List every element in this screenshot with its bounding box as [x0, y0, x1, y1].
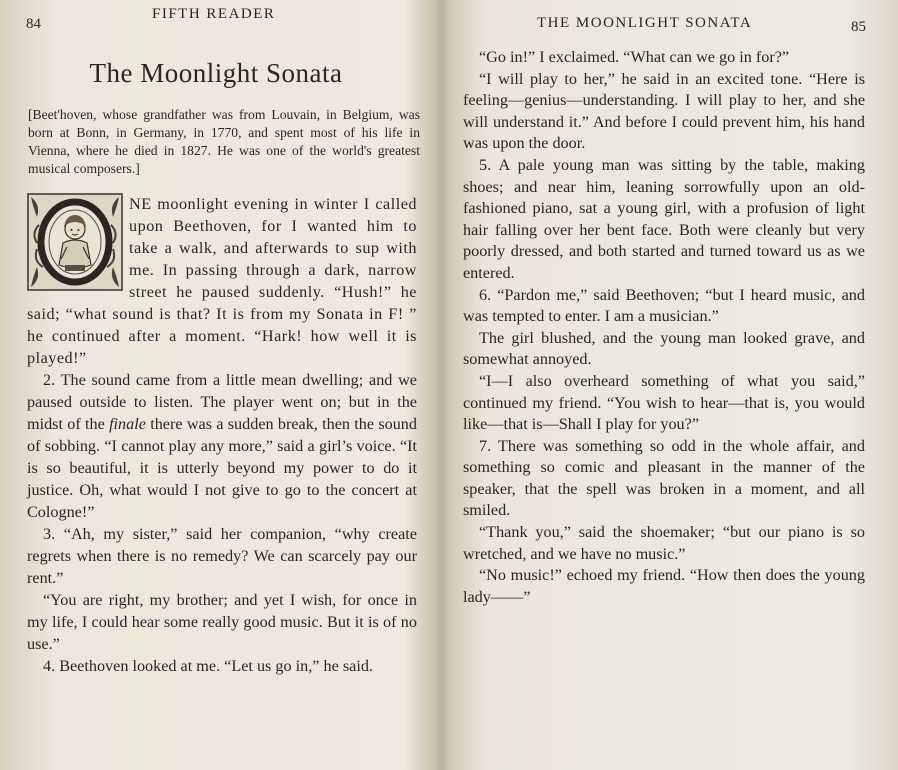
left-page-number: 84 — [26, 16, 41, 32]
paragraph-3b: “You are right, my brother; and yet I wish, for once in my life, I could hear some really good music. But it is of no use.” — [27, 591, 417, 653]
right-paragraph: “Thank you,” said the shoemaker; “but our piano is so wretched, and we have no music.” — [463, 523, 865, 563]
right-paragraph: “I will play to her,” he said in an excited tone. “Here is feeling—genius—understanding. I will play to her, and she will understand it.” And before I could prevent him, his hand was upon the door. — [463, 69, 865, 153]
paragraph-2-italic: finale — [109, 415, 146, 433]
left-running-head — [0, 6, 432, 32]
drop-cap-illustration — [27, 193, 123, 291]
left-running-title: FIFTH READER — [152, 6, 276, 22]
right-page — [444, 0, 898, 770]
right-paragraph: “Go in!” I exclaimed. “What can we go in for?” — [479, 48, 790, 66]
paragraph-2-after: there was a sudden break, then the sound of sobbing. “I cannot play any more,” said a girl’s voice. “It is so beautiful, it is utterly beyond my power to do it justice. Oh, what would I not give to go to the concert at Cologne!” — [27, 415, 417, 521]
paragraph-3: 3. “Ah, my sister,” said her companion, “why create regrets when there is no remedy? We can scarcely pay our rent.” — [27, 525, 417, 587]
opening-text: NE moonlight evening in winter I called upon Beethoven, for I wanted him to take a walk, and afterwards to sup with me. In passing through a dark, narrow street he paused suddenly. “Hush!” he said; “what sound is that? It is from my Sonata in F! ” he continued after a moment. “Hark! how well it is played!” — [27, 195, 417, 367]
right-body-text — [463, 47, 865, 608]
right-running-head — [444, 6, 898, 35]
right-paragraph: 5. A pale young man was sitting by the table, making shoes; and near him, leaning sorrowfully upon an old-fashioned piano, sat a young girl, with a profusion of light hair falling over her bent face. Both were cleanly but very poorly dressed, and both started and turned toward us as we entered. — [463, 155, 865, 282]
right-running-title: THE MOONLIGHT SONATA — [537, 15, 753, 31]
paragraph-2 — [27, 369, 417, 523]
paragraph-4: 4. Beethoven looked at me. “Let us go in,” he said. — [43, 657, 373, 675]
left-body-text — [27, 193, 417, 677]
left-page — [0, 0, 432, 770]
chapter-title: The Moonlight Sonata — [89, 58, 343, 88]
right-page-number: 85 — [851, 19, 866, 35]
right-paragraph: “No music!” echoed my friend. “How then does the young lady——” — [463, 566, 865, 606]
headnote: [Beet'hoven, whose grandfather was from Louvain, in Belgium, was born at Bonn, in Germany, in 1770, and spent most of his life in Vienna, where he died in 1827. He was one of the world's greatest musical composers.] — [28, 107, 420, 176]
right-paragraph: 6. “Pardon me,” said Beethoven; “but I heard music, and was tempted to enter. I am a musician.” — [463, 285, 865, 326]
right-paragraph: 7. There was something so odd in the whole affair, and something so comic and pleasant in the manner of the speaker, that the spell was broken in a moment, and all smiled. — [463, 436, 865, 520]
paragraph-2-before: 2. The sound came from a little mean dwelling; and we paused outside to listen. The player went on; but in the midst of the — [27, 371, 417, 433]
right-paragraph: The girl blushed, and the young man looked grave, and somewhat annoyed. — [463, 328, 865, 369]
opening-paragraph — [27, 193, 417, 369]
right-paragraph: “I—I also overheard something of what you said,” continued my friend. “You wish to hear—that is, you would like—that is—Shall I play for you?” — [463, 371, 865, 434]
